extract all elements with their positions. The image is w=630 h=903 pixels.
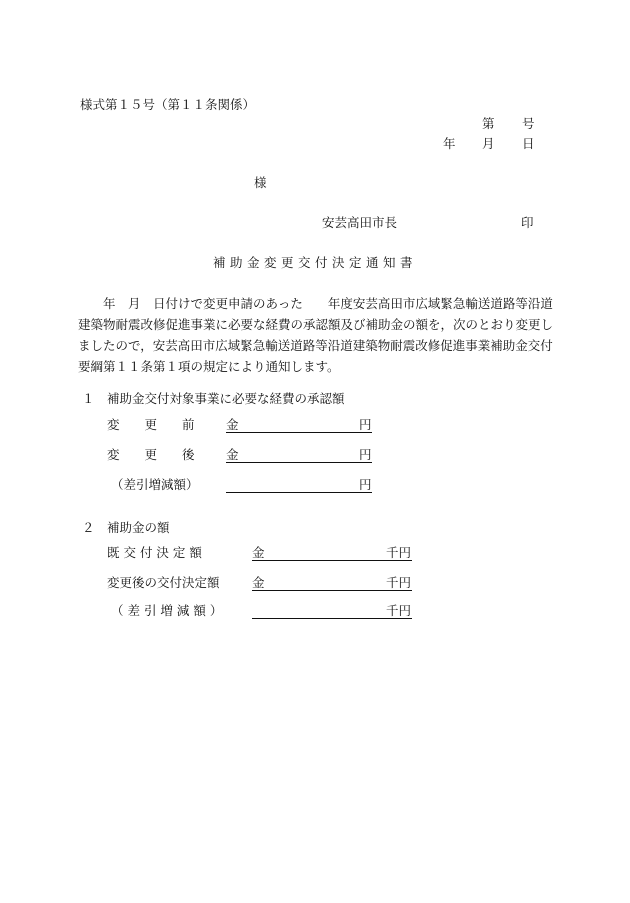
- sender-name: 安芸高田市長: [322, 215, 398, 230]
- section1-heading: 補助金交付対象事業に必要な経費の承認額: [107, 391, 345, 406]
- section1-row3-unit: 円: [359, 477, 372, 492]
- section1-row1-label: 変 更 前: [107, 417, 195, 432]
- date-month: 月: [482, 136, 495, 151]
- section1-row2-prefix: 金: [226, 447, 239, 462]
- section1-row1-amount-line: [226, 418, 372, 433]
- section1-row3-amount-line: [226, 478, 372, 493]
- section2-row3-label: （ 差 引 増 減 額 ）: [111, 603, 223, 618]
- section2-number: ２: [82, 520, 95, 535]
- section1-row3-label: （差引増減額）: [111, 477, 199, 492]
- section1-row2-label: 変 更 後: [107, 447, 195, 462]
- section1-number: １: [82, 391, 95, 406]
- section2-row1-unit: 千円: [386, 545, 412, 560]
- form-number: 様式第１５号（第１１条関係）: [80, 97, 256, 112]
- body-paragraph: 年 月 日付けで変更申請のあった 年度安芸高田市広域緊急輸送道路等沿道建築物耐震改修促進事業に必要な経費の承認額及び補助金の額を，次のとおり変更しましたので，安芸高田市広域緊急輸送道路等沿道建築物耐震改修促進事業補助金交付要綱第１１条第１項の規定により通知します。: [78, 296, 554, 374]
- section2-row1-prefix: 金: [252, 545, 265, 560]
- section1-row2-amount-line: [226, 448, 372, 463]
- seal-mark: 印: [521, 215, 534, 230]
- doc-number-go: 号: [522, 116, 535, 131]
- section2-heading: 補助金の額: [107, 520, 170, 535]
- section2-row2-label: 変更後の交付決定額: [107, 575, 220, 590]
- section2-row1-label: 既 交 付 決 定 額: [107, 545, 202, 560]
- date-day: 日: [522, 136, 535, 151]
- section2-row3-unit: 千円: [386, 603, 412, 618]
- section1-row1-unit: 円: [359, 417, 372, 432]
- section2-row2-unit: 千円: [386, 575, 412, 590]
- addressee-honorific: 様: [254, 175, 267, 190]
- doc-number-dai: 第: [482, 116, 495, 131]
- section1-row1-prefix: 金: [226, 417, 239, 432]
- date-year: 年: [443, 136, 456, 151]
- section1-row2-unit: 円: [359, 447, 372, 462]
- document-title: 補助金変更交付決定通知書: [213, 255, 418, 270]
- section2-row2-prefix: 金: [252, 575, 265, 590]
